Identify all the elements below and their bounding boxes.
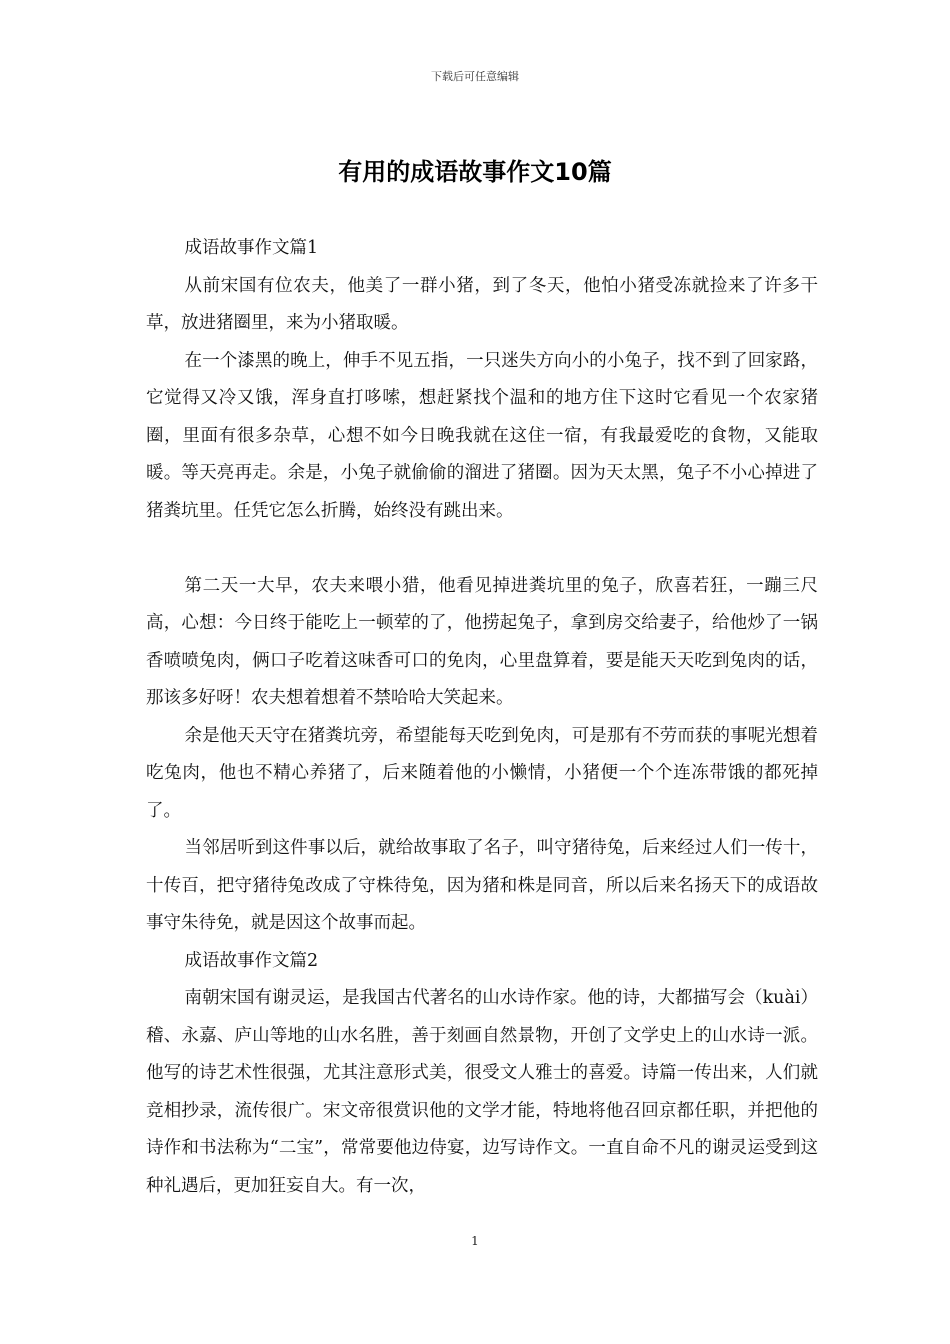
document-title: 有用的成语故事作文10篇 [338, 158, 612, 186]
section-heading: 成语故事作文篇2 [184, 950, 319, 971]
document-body [146, 230, 818, 1205]
paragraph: 余是他天天守在猪粪坑旁，希望能每天吃到免肉，可是那有不劳而获的事呢光想着吃兔肉，他也不精心养猪了，后来随着他的小懒情，小猪便一个个连冻带饿的都死掉了。 [146, 725, 818, 821]
header-note: 下载后可任意编辑 [431, 70, 519, 83]
paragraph: 当邻居听到这件事以后，就给故事取了名子，叫守猪待兔，后来经过人们一传十，十传百，把守猪待兔改成了守株待兔，因为猪和株是同音，所以后来名扬天下的成语故事守朱待免，就是因这个故事而起。 [146, 838, 818, 933]
paragraph: 在一个漆黑的晚上，伸手不见五指，一只迷失方向小的小兔子，找不到了回家路，它觉得又冷又饿，浑身直打哆嗦，想赶紧找个温和的地方住下这时它看见一个农家猪圈，里面有很多杂草，心想不如今日晚我就在这住一宿，有我最爱吃的食物，又能取暖。等天亮再走。余是，小兔子就偷偷的溜进了猪圈。因为天太黑，兔子不小心掉进了猪粪坑里。任凭它怎么折腾，始终没有跳出来。 [146, 350, 818, 521]
page-number: 1 [471, 1234, 479, 1248]
section-heading: 成语故事作文篇1 [184, 238, 319, 258]
paragraph: 第二天一大早，农夫来喂小猎，他看见掉进粪坑里的兔子，欣喜若狂，一蹦三尺高，心想：今日终于能吃上一顿荤的了，他捞起兔子，拿到房交给妻子，给他炒了一锅香喷喷兔肉，俩口子吃着这味香可口的免肉，心里盘算着，要是能天天吃到兔肉的话，那该多好呀！农夫想着想着不禁哈哈大笑起来。 [146, 575, 818, 708]
blank-line [146, 530, 818, 568]
paragraph: 从前宋国有位农夫，他美了一群小猪，到了冬天，他怕小猪受冻就捡来了许多干草，放进猪圈里，来为小猪取暖。 [146, 275, 818, 333]
paragraph: 南朝宋国有谢灵运，是我国古代著名的山水诗作家。他的诗，大都描写会（kuài）稽、永嘉、庐山等地的山水名胜，善于刻画自然景物，开创了文学史上的山水诗一派。他写的诗艺术性很强，尤其注意形式美，很受文人雅士的喜爱。诗篇一传出来，人们就竞相抄录，流传很广。宋文帝很赏识他的文学才能，特地将他召回京都任职，并把他的诗作和书法称为“二宝”，常常要他边侍宴，边写诗作文。一直自命不凡的谢灵运受到这种礼遇后，更加狂妄自大。有一次， [146, 988, 818, 1196]
